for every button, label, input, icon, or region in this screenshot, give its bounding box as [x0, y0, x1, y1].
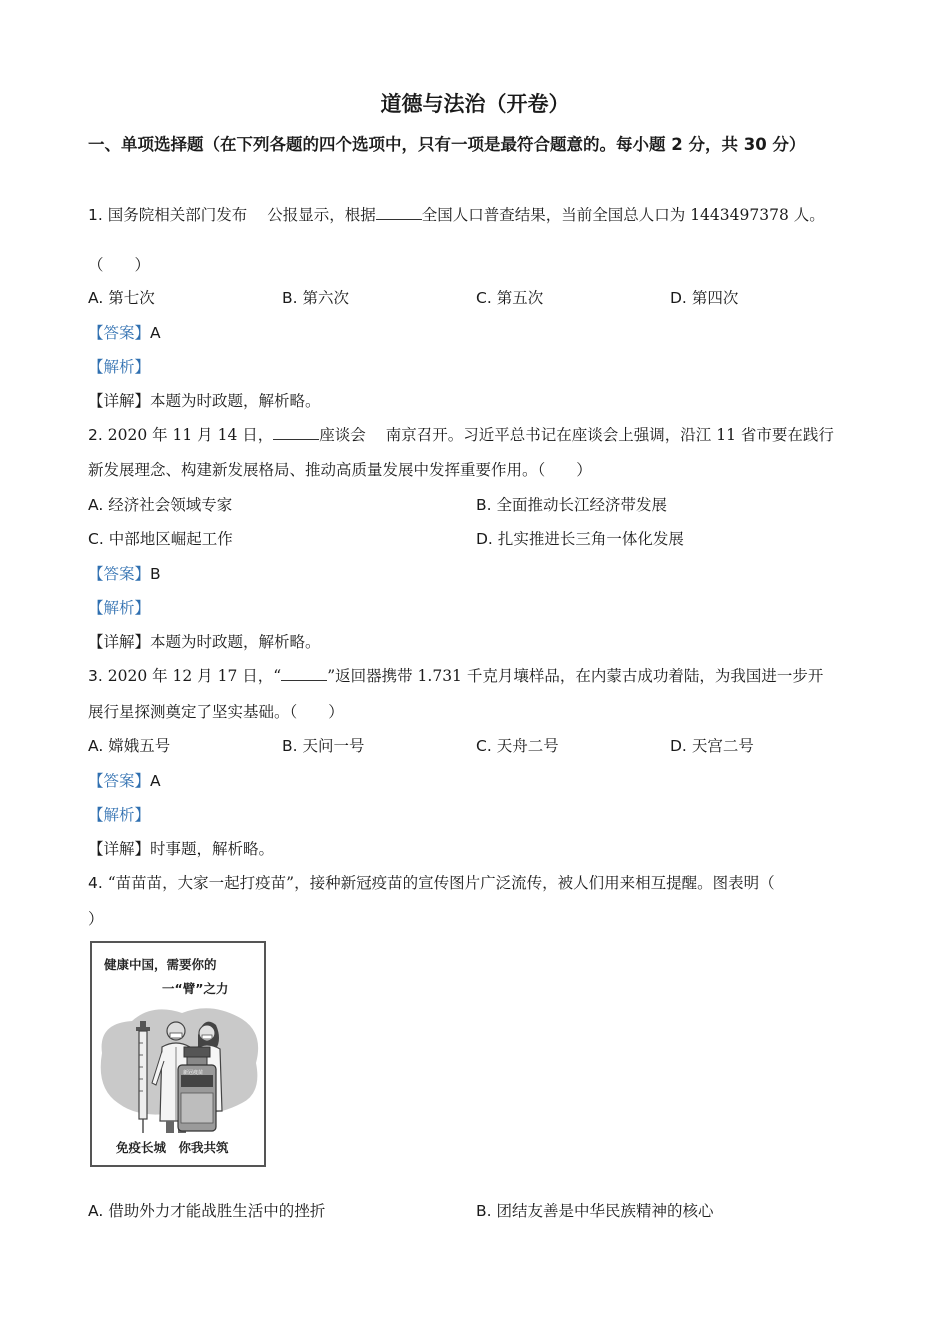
- detail-line: 【详解】时事题，解析略。: [88, 840, 275, 858]
- question-2-stem: 2. 2020 年 11 月 14 日， 座谈会 南京召开。习近平总书记在座谈会上强调，沿江 11 省市要在践行: [88, 426, 834, 444]
- question-1-stem: [88, 203, 825, 227]
- answer-value: A: [150, 772, 161, 790]
- stem-text: 全国人口普查结果，当前全国总人口为 1443497378 人。: [421, 206, 825, 224]
- fill-blank: [376, 205, 422, 220]
- option-c: C. 第五次: [476, 289, 544, 307]
- option-a: A. 借助外力才能战胜生活中的挫折: [88, 1202, 326, 1220]
- fill-blank: [273, 425, 319, 440]
- question-number: 4.: [88, 874, 103, 892]
- option-c: C. 天舟二号: [476, 737, 559, 755]
- analysis-line: 【解析】: [88, 806, 151, 824]
- option-b: B. 第六次: [282, 289, 350, 307]
- analysis-line: 【解析】: [88, 599, 151, 617]
- option-c: C. 中部地区崛起工作: [88, 530, 233, 548]
- answer-paren: （ ）: [88, 256, 151, 274]
- vial-label: 新冠疫苗: [183, 1070, 204, 1076]
- question-4-stem-cont: ）: [88, 910, 104, 928]
- option-a: A. 第七次: [88, 289, 155, 307]
- option-d: D. 扎实推进长三角一体化发展: [476, 530, 684, 548]
- question-number: 3.: [88, 667, 103, 685]
- answer-line: 【答案】A: [88, 772, 161, 790]
- answer-value: B: [150, 565, 161, 583]
- option-b: B. 团结友善是中华民族精神的核心: [476, 1202, 714, 1220]
- question-4-stem: 4. “苗苗苗，大家一起打疫苗”，接种新冠疫苗的宣传图片广泛流传，被人们用来相互提醒。图表明（: [88, 874, 775, 892]
- question-number: 1.: [88, 206, 103, 224]
- stem-text: 国务院相关部门发布: [107, 206, 248, 224]
- question-number: 2.: [88, 426, 103, 444]
- option-b: B. 全面推动长江经济带发展: [476, 496, 668, 514]
- poster-headline: 健康中国，需要你的: [104, 957, 217, 972]
- fill-blank: [281, 666, 327, 681]
- section-heading: 一、单项选择题（在下列各题的四个选项中，只有一项是最符合题意的。每小题 2 分，共 30 分）: [88, 135, 806, 154]
- analysis-line: 【解析】: [88, 358, 151, 376]
- option-d: D. 天宫二号: [670, 737, 754, 755]
- answer-value: A: [150, 324, 161, 342]
- question-2-stem-cont: 新发展理念、构建新发展格局、推动高质量发展中发挥重要作用。（ ）: [88, 461, 592, 479]
- poster-illustration: [92, 943, 266, 1167]
- option-b: B. 天问一号: [282, 737, 365, 755]
- question-3-stem: 3. 2020 年 12 月 17 日，“ ”返回器携带 1.731 千克月壤样品，在内蒙古成功着陆，为我国进一步开: [88, 667, 824, 685]
- option-a: A. 嫦娥五号: [88, 737, 171, 755]
- detail-line: 【详解】本题为时政题，解析略。: [88, 633, 321, 651]
- poster-slogan: 一“臂”之力: [162, 981, 229, 996]
- option-d: D. 第四次: [670, 289, 739, 307]
- detail-line: 【详解】本题为时政题，解析略。: [88, 392, 321, 410]
- answer-line: 【答案】B: [88, 565, 161, 583]
- page-title: 道德与法治（开卷）: [380, 92, 570, 116]
- answer-line: 【答案】A: [88, 324, 161, 342]
- question-3-stem-cont: 展行星探测奠定了坚实基础。（ ）: [88, 703, 344, 721]
- poster-caption: 免疫长城 你我共筑: [116, 1140, 229, 1155]
- stem-text: 公报显示，根据: [267, 206, 376, 224]
- option-a: A. 经济社会领域专家: [88, 496, 233, 514]
- vaccine-poster-image: [90, 941, 266, 1167]
